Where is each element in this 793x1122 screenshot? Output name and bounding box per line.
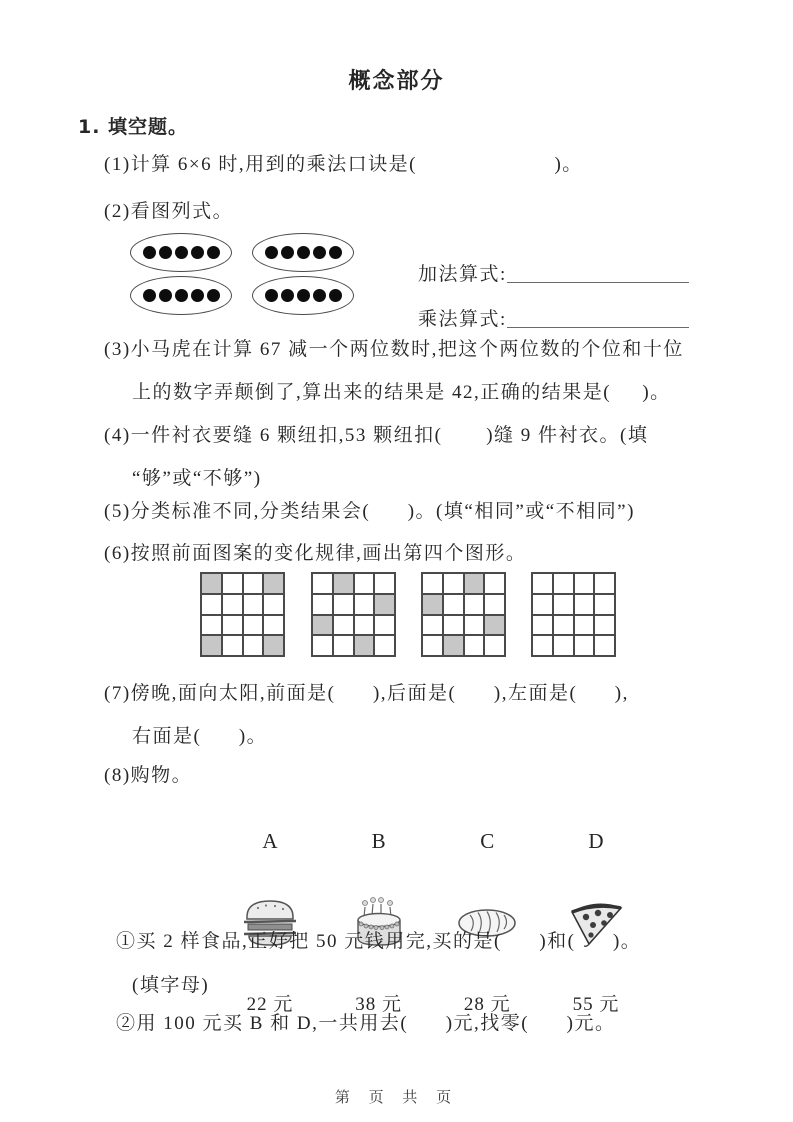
grid-cell-shaded	[374, 594, 395, 615]
grid-cell	[484, 573, 505, 594]
grid-cell	[443, 573, 464, 594]
dot	[143, 289, 156, 302]
grid-cell	[532, 635, 553, 656]
grid-cell-shaded	[312, 615, 333, 636]
grid-cell	[443, 594, 464, 615]
grid-cell	[464, 635, 485, 656]
grid-cell-shaded	[354, 635, 375, 656]
grid-cell	[263, 594, 284, 615]
dot-group	[252, 233, 354, 272]
dot	[159, 289, 172, 302]
grid-cell	[532, 594, 553, 615]
grid-cell	[354, 615, 375, 636]
question-3-line2: 上的数字弄颠倒了,算出来的结果是 42,正确的结果是( )。	[132, 382, 671, 403]
grid-cell	[464, 615, 485, 636]
grid-cell	[312, 635, 333, 656]
question-4-line2: “够”或“不够”)	[132, 468, 262, 489]
dot	[175, 289, 188, 302]
grid-cell	[263, 615, 284, 636]
grid-cell	[532, 573, 553, 594]
dot	[191, 246, 204, 259]
grid-cell	[553, 573, 574, 594]
grid-cell	[243, 594, 264, 615]
dot	[313, 289, 326, 302]
food-letter: B	[371, 829, 386, 853]
question-7-line2: 右面是( )。	[132, 726, 268, 747]
grid-cell	[553, 635, 574, 656]
grid-cell	[312, 573, 333, 594]
dot	[265, 246, 278, 259]
grid-cell-shaded	[484, 615, 505, 636]
grid-cell	[574, 615, 595, 636]
dots-diagram	[130, 233, 354, 315]
grid-cell	[222, 615, 243, 636]
food-letter: D	[588, 829, 604, 853]
dot	[329, 246, 342, 259]
grid-cell	[222, 594, 243, 615]
pattern-grid-3	[421, 572, 506, 657]
grid-cell	[243, 573, 264, 594]
dot	[143, 246, 156, 259]
grid-cell-shaded	[201, 635, 222, 656]
multiplication-answer-blank	[507, 326, 689, 328]
dot-group	[130, 276, 232, 315]
section-heading: 1. 填空题。	[78, 116, 189, 138]
pattern-grid-1	[200, 572, 285, 657]
dot	[191, 289, 204, 302]
dot	[297, 246, 310, 259]
dot	[265, 289, 278, 302]
dot-group	[252, 276, 354, 315]
grid-cell	[553, 615, 574, 636]
grid-cell-shaded	[443, 635, 464, 656]
question-3-line1: (3)小马虎在计算 67 减一个两位数时,把这个两位数的个位和十位	[104, 339, 684, 360]
grid-cell	[594, 594, 615, 615]
question-6-label: (6)按照前面图案的变化规律,画出第四个图形。	[104, 543, 527, 564]
addition-equation-label: 加法算式:	[418, 264, 507, 285]
dot	[297, 289, 310, 302]
grid-cell-shaded	[263, 635, 284, 656]
food-price: 28 元	[463, 994, 511, 1015]
grid-cell-shaded	[464, 573, 485, 594]
grid-cell-shaded	[201, 573, 222, 594]
grid-cell-shaded	[333, 573, 354, 594]
grid-cell	[574, 635, 595, 656]
grid-cell	[374, 573, 395, 594]
food-price: 55 元	[572, 994, 620, 1015]
grid-cell	[374, 615, 395, 636]
page-footer: 第 页 共 页	[334, 1088, 459, 1106]
grid-cell	[333, 635, 354, 656]
grid-cell	[222, 573, 243, 594]
dot-group	[130, 233, 232, 272]
dot	[313, 246, 326, 259]
grid-cell	[333, 594, 354, 615]
grid-cell	[553, 594, 574, 615]
dot	[175, 246, 188, 259]
question-8-sub2: ②用 100 元买 B 和 D,一共用去( )元,找零( )元。	[116, 1013, 616, 1034]
question-8-sub1-line2: (填字母)	[132, 975, 210, 996]
grid-cell	[594, 635, 615, 656]
grid-cell	[243, 635, 264, 656]
grid-cell	[312, 594, 333, 615]
dot	[159, 246, 172, 259]
pattern-grid-2	[311, 572, 396, 657]
multiplication-equation-label: 乘法算式:	[418, 309, 507, 330]
dot	[207, 246, 220, 259]
question-2-label: (2)看图列式。	[104, 201, 234, 222]
question-8-sub1-line1: ①买 2 样食品,正好把 50 元钱用完,买的是( )和( )。	[116, 931, 642, 952]
page-title: 概念部分	[348, 69, 445, 94]
food-letter: A	[262, 829, 278, 853]
grid-cell	[594, 573, 615, 594]
question-5: (5)分类标准不同,分类结果会( )。(填“相同”或“不相同”)	[104, 501, 635, 522]
food-letter: C	[480, 829, 495, 853]
grid-cell	[574, 594, 595, 615]
grid-cell	[464, 594, 485, 615]
pattern-grid-4-answer	[531, 572, 616, 657]
grid-cell	[201, 594, 222, 615]
question-7-line1: (7)傍晚,面向太阳,前面是( ),后面是( ),左面是( ),	[104, 683, 629, 704]
grid-cell	[354, 573, 375, 594]
grid-cell	[574, 573, 595, 594]
grid-cell	[422, 635, 443, 656]
grid-cell	[484, 635, 505, 656]
food-price: 22 元	[246, 994, 294, 1015]
grid-cell-shaded	[422, 594, 443, 615]
grid-cell-shaded	[263, 573, 284, 594]
grid-cell	[484, 594, 505, 615]
grid-cell	[374, 635, 395, 656]
dot	[207, 289, 220, 302]
question-1: (1)计算 6×6 时,用到的乘法口诀是( )。	[104, 154, 583, 175]
grid-cell	[422, 573, 443, 594]
grid-cell	[594, 615, 615, 636]
grid-cell	[354, 594, 375, 615]
grid-cell	[201, 615, 222, 636]
grid-cell	[422, 615, 443, 636]
grid-cell	[443, 615, 464, 636]
dot	[329, 289, 342, 302]
grid-cell	[243, 615, 264, 636]
food-price: 38 元	[355, 994, 403, 1015]
grid-cell	[222, 635, 243, 656]
grid-cell	[333, 615, 354, 636]
dot	[281, 289, 294, 302]
grid-cell	[532, 615, 553, 636]
addition-answer-blank	[507, 281, 689, 283]
question-4-line1: (4)一件衬衣要缝 6 颗纽扣,53 颗纽扣( )缝 9 件衬衣。(填	[104, 425, 649, 446]
dot	[281, 246, 294, 259]
question-8-label: (8)购物。	[104, 765, 193, 786]
